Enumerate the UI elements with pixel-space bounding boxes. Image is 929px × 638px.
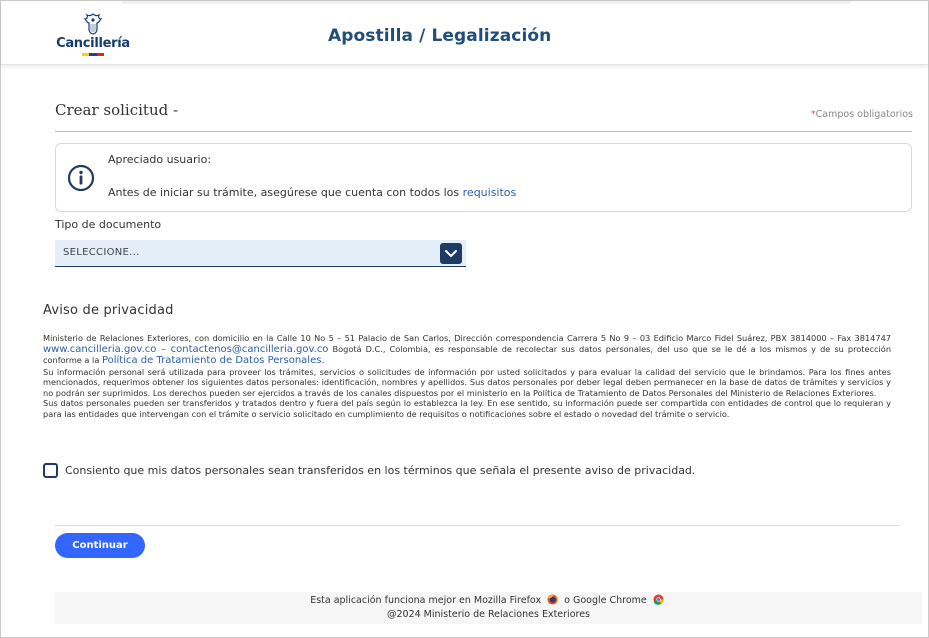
- cancilleria-logo[interactable]: [55, 13, 131, 61]
- document-type-label: Tipo de documento: [55, 218, 162, 231]
- privacy-notice: [43, 333, 891, 419]
- privacy-paragraph-1: [43, 333, 891, 367]
- form-divider: [55, 131, 912, 132]
- info-message: Antes de iniciar su trámite, asegúrese que cuenta con todos los: [108, 186, 463, 199]
- consent-checkbox[interactable]: [43, 463, 58, 478]
- dropdown-button[interactable]: [440, 243, 462, 264]
- consent-label[interactable]: Consiento que mis datos personales sean transferidos en los términos que señala el presente aviso de privacidad.: [65, 464, 696, 477]
- app-header: [1, 1, 928, 65]
- flag-stripe: [82, 53, 104, 56]
- info-text: [108, 186, 516, 199]
- privacy-text: Bogotá D.C., Colombia, es responsable de recolectar sus datos personales, del uso que se le dé a los mismos y de su protección conforme a la: [43, 343, 892, 365]
- email-link[interactable]: contactenos@cancilleria.gov.co: [170, 343, 329, 355]
- required-note-text: Campos obligatorios: [815, 109, 913, 120]
- privacy-paragraph-2: Su información personal será utilizada para proveer los trámites, servicios o solicitudes de información por usted solicitados y para evaluar la calidad del servicio que le brindamos. Para los fines antes mencionados, requerimos obtener los siguientes datos personales: identificación, nombres y apellidos. Sus datos personales por deber legal deben permanecer en la base de datos de trámites y servicios y no podrán ser suprimidos. Los derechos pueden ser ejercidos a través de los canales dispuestos por el ministerio en la Política de Tratamiento de Datos Personales del Ministerio de Relaciones Exteriores.: [43, 366, 891, 398]
- info-alert: [55, 143, 912, 212]
- chrome-icon: [653, 594, 664, 605]
- footer: [55, 592, 922, 624]
- form-title: Crear solicitud -: [55, 101, 179, 119]
- privacy-paragraph-3: Sus datos personales pueden ser transferidos y tratados dentro y fuera del país según lo establezca la ley. En ese sentido, su información puede ser compartida con entidades de control que lo requieran y para las entidades que intervengan con el trámite o servicio solicitado en cumplimiento de requisitos o notificaciones sobre el estado o novedad del trámite o servicio.: [43, 398, 891, 419]
- app-title: Apostilla / Legalización: [328, 26, 552, 46]
- flag-red: [97, 53, 104, 56]
- header-top-strip: [121, 1, 851, 4]
- privacy-title: Aviso de privacidad: [43, 303, 174, 318]
- browser-note: [55, 594, 922, 606]
- required-fields-note: [811, 109, 913, 120]
- actions-divider: [55, 525, 900, 526]
- requirements-link[interactable]: requisitos: [462, 186, 517, 199]
- data-policy-link[interactable]: Política de Tratamiento de Datos Personales: [101, 355, 322, 366]
- chevron-down-icon: [440, 243, 462, 264]
- link-separator: –: [156, 343, 171, 355]
- browser-note-or: o Google Chrome: [564, 595, 647, 606]
- info-icon: [67, 164, 95, 192]
- info-greeting: Apreciado usuario:: [108, 153, 212, 166]
- document-type-select[interactable]: [55, 240, 466, 267]
- privacy-text-end: .: [321, 355, 325, 366]
- privacy-text: Ministerio de Relaciones Exteriores, con domicilio en la Calle 10 No 5 – 51 Palacio de San Carlos, Dirección correspondencia Carrera 5 No 9 – 03 Edificio Marco Fidel Suárez, PBX 3814000 – Fax 3814747: [43, 333, 891, 343]
- logo-text: Cancillería: [56, 36, 130, 51]
- document-type-value: SELECCIONE...: [63, 247, 140, 258]
- website-link[interactable]: www.cancilleria.gov.co: [43, 343, 157, 355]
- required-star: *: [810, 109, 816, 120]
- firefox-icon: [547, 594, 558, 605]
- copyright: @2024 Ministerio de Relaciones Exteriores: [386, 609, 591, 620]
- consent-row[interactable]: [43, 463, 695, 478]
- browser-note-text: Esta aplicación funciona mejor en Mozilla Firefox: [310, 595, 542, 606]
- coat-of-arms-icon: [81, 13, 105, 35]
- continue-button[interactable]: Continuar: [55, 533, 145, 558]
- flag-blue: [89, 53, 96, 56]
- flag-yellow: [82, 53, 89, 56]
